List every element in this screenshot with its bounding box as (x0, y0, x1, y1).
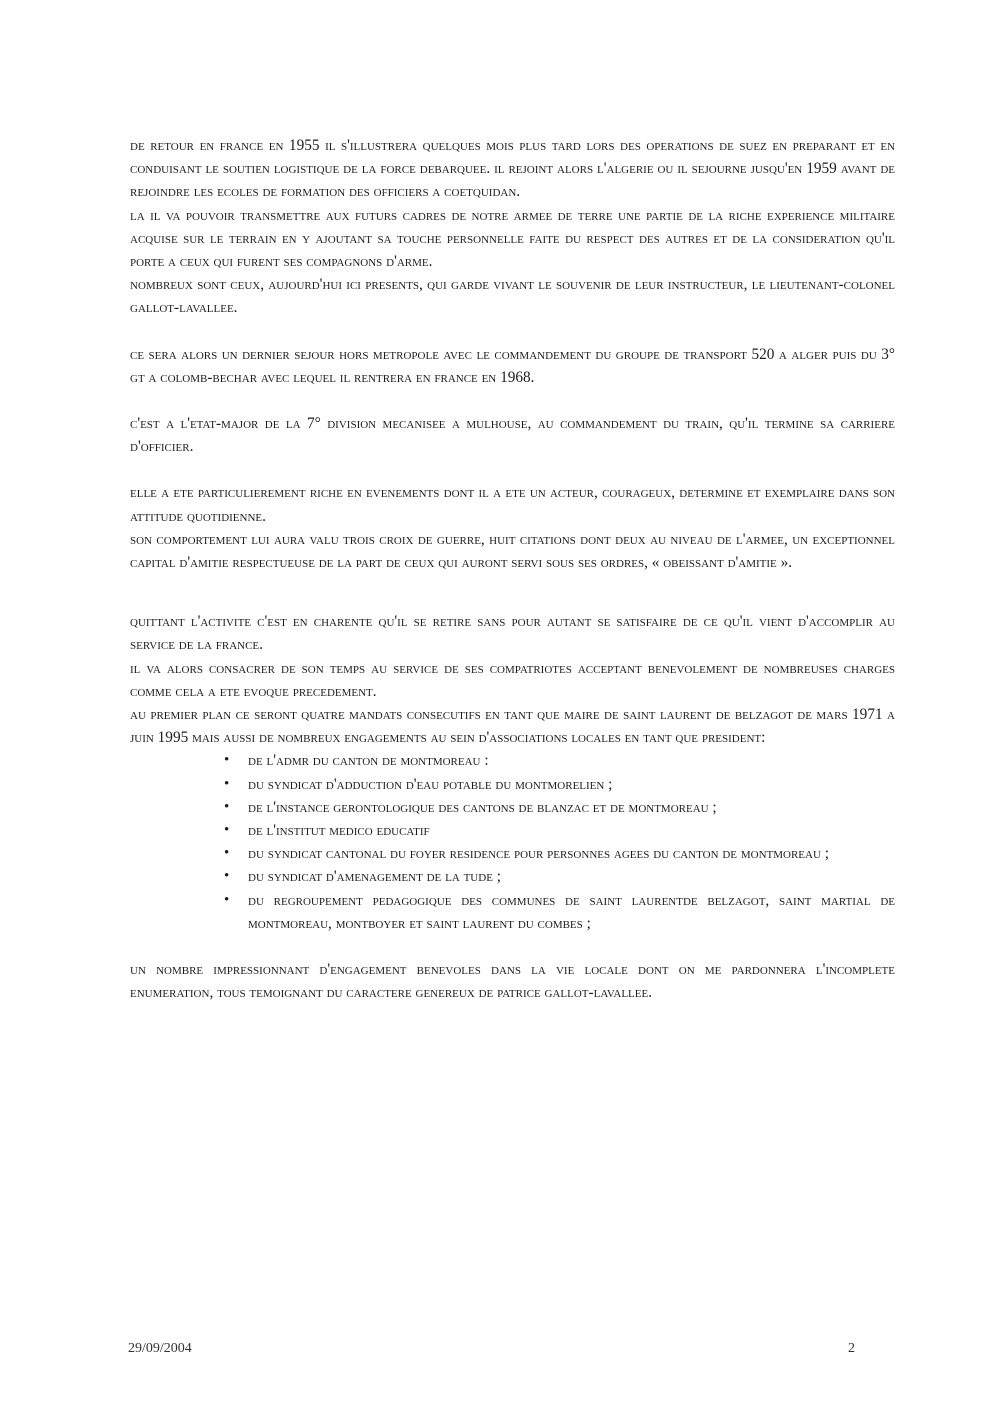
page-number: 2 (848, 1341, 855, 1356)
paragraph: au premier plan ce seront quatre mandats consecutifs en tant que maire de saint laurent de belzagot de mars 1971 a juin 1995 mais aussi de nombreux engagements au sein d'associations locales en tant que president: (130, 706, 895, 747)
paragraph: c'est a l'etat-major de la 7° division mecanisee a mulhouse, au commandement du train, qu'il termine sa carriere d'officier. (130, 415, 895, 456)
paragraph: nombreux sont ceux, aujourd'hui ici presents, qui garde vivant le souvenir de leur instructeur, le lieutenant-colonel gallot-lavallee. (130, 276, 895, 317)
list-item: • du syndicat d'adduction d'eau potable du montmorelien ; (248, 773, 895, 796)
paragraph: de retour en france en 1955 il s'illustrera quelques mois plus tard lors des operations de suez en preparant et en conduisant le soutien logistique de la force debarquee. il rejoint alors l'algerie ou il sejourne jusqu'en 1959 avant de rejoindre les ecoles de formation des officiers a coetquidan. (130, 137, 895, 201)
paragraph: elle a ete particulierement riche en evenements dont il a ete un acteur, courageux, determine et exemplaire dans son attitude quotidienne. (130, 484, 895, 525)
paragraph: ce sera alors un dernier sejour hors metropole avec le commandement du groupe de transport 520 a alger puis du 3° gt a colomb-bechar avec lequel il rentrera en france en 1968. (130, 345, 895, 386)
list-item: • de l'admr du canton de montmoreau : (248, 749, 895, 772)
list-item: • du syndicat d'amenagement de la tude ; (248, 865, 895, 888)
list-item: • du syndicat cantonal du foyer residence pour personnes agees du canton de montmoreau ; (248, 842, 895, 865)
list-item: • de l'instance gerontologique des cantons de blanzac et de montmoreau ; (248, 796, 895, 819)
footer-date: 29/09/2004 (128, 1341, 192, 1356)
list-item: • de l'institut medico educatif (248, 819, 895, 842)
paragraph: quittant l'activite c'est en charente qu'il se retire sans pour autant se satisfaire de ce qu'il vient d'accomplir au service de la france. (130, 613, 895, 654)
paragraph: son comportement lui aura valu trois croix de guerre, huit citations dont deux au niveau de l'armee, un exceptionnel capital d'amitie respectueuse de la part de ceux qui auront servi sous ses ordres, « obeissant d'amitie ». (130, 530, 895, 572)
list-item: • du regroupement pedagogique des communes de saint laurentde belzagot, saint martial de montmoreau, montboyer et saint laurent du combes ; (248, 889, 895, 935)
paragraph: il va alors consacrer de son temps au service de ses compatriotes acceptant benevolement de nombreuses charges comme cela a ete evoque precedement. (130, 659, 895, 700)
associations-list (130, 749, 895, 935)
paragraph: un nombre impressionnant d'engagement benevoles dans la vie locale dont on me pardonnera l'incomplete enumeration, tous temoignant du caractere genereux de patrice gallot-lavallee. (130, 961, 895, 1002)
document-body (130, 134, 895, 1005)
paragraph: la il va pouvoir transmettre aux futurs cadres de notre armee de terre une partie de la riche experience militaire acquise sur le terrain en y ajoutant sa touche personnelle faite du respect des autres et de la consideration qu'il porte a ceux qui furent ses compagnons d'arme. (130, 206, 895, 271)
